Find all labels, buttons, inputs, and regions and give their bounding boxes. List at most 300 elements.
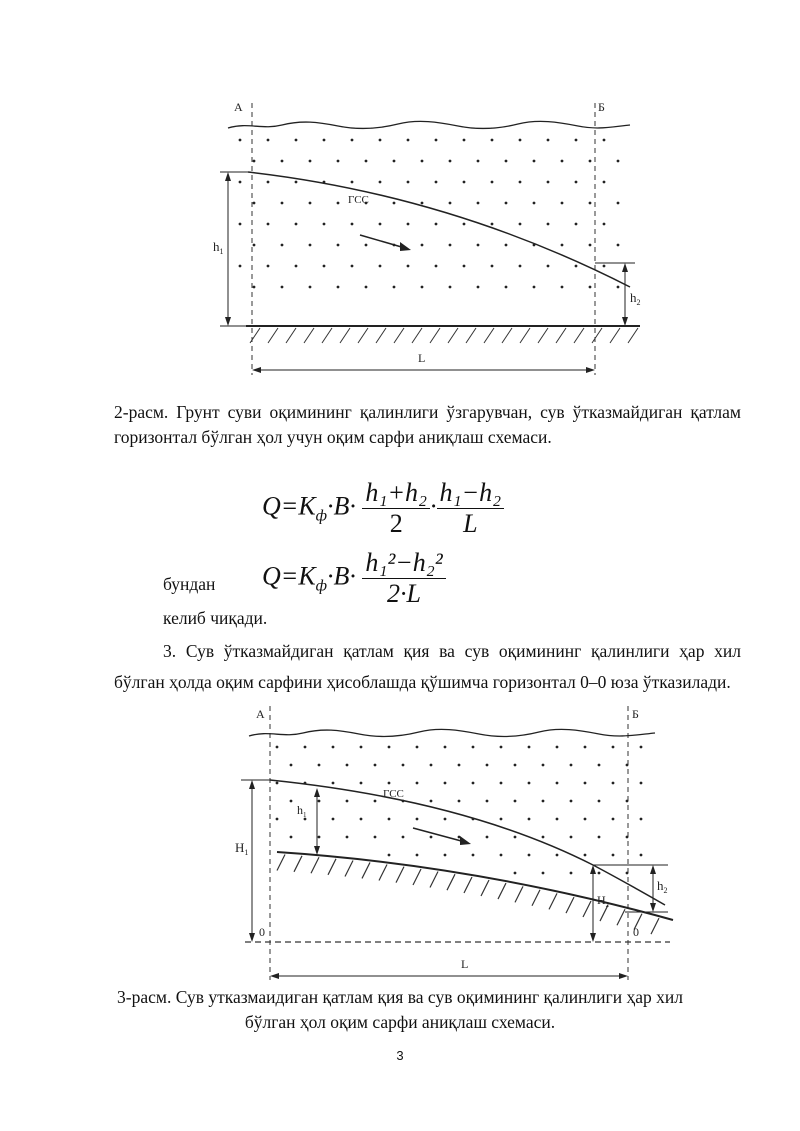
label-zero-right: 0 xyxy=(633,925,639,939)
soil-dot xyxy=(351,223,354,226)
soil-dot xyxy=(612,782,615,785)
soil-dot xyxy=(547,139,550,142)
soil-dot xyxy=(584,854,587,857)
soil-dot xyxy=(519,223,522,226)
soil-dot xyxy=(491,265,494,268)
soil-dot xyxy=(379,181,382,184)
soil-dot xyxy=(514,872,517,875)
hatch-mark xyxy=(592,328,602,343)
soil-dot xyxy=(332,818,335,821)
l-arrow-right xyxy=(619,973,628,979)
hatch-mark xyxy=(617,909,625,925)
soil-dot xyxy=(477,286,480,289)
soil-dot xyxy=(528,818,531,821)
soil-dot xyxy=(640,854,643,857)
soil-dot xyxy=(379,265,382,268)
soil-dot xyxy=(407,181,410,184)
soil-dot xyxy=(337,244,340,247)
hatch-mark xyxy=(610,328,620,343)
soil-dot xyxy=(463,139,466,142)
soil-dot xyxy=(598,800,601,803)
soil-dot xyxy=(491,223,494,226)
soil-dot xyxy=(365,286,368,289)
label-b: Б xyxy=(632,707,639,721)
soil-dot xyxy=(435,265,438,268)
soil-dot xyxy=(365,160,368,163)
h2-arrow-bottom xyxy=(622,317,628,326)
soil-dot xyxy=(421,202,424,205)
soil-dot xyxy=(486,800,489,803)
soil-dot xyxy=(528,746,531,749)
soil-dot xyxy=(556,818,559,821)
h1-arrow-top xyxy=(225,172,231,181)
caption-3-line-2: бўлган ҳол оқим сарфи аниқлаш схемаси. xyxy=(244,1012,556,1032)
soil-dot xyxy=(472,746,475,749)
soil-dot xyxy=(458,836,461,839)
soil-dot xyxy=(514,800,517,803)
soil-dot xyxy=(281,202,284,205)
soil-dot xyxy=(323,223,326,226)
label-gss: ГСС xyxy=(383,788,404,800)
soil-dot xyxy=(561,286,564,289)
soil-dot xyxy=(514,836,517,839)
soil-dot xyxy=(575,265,578,268)
ground-surface xyxy=(228,121,630,128)
H1-arrow-top xyxy=(249,780,255,789)
soil-dots xyxy=(276,746,643,875)
soil-dot xyxy=(295,265,298,268)
soil-dot xyxy=(500,746,503,749)
soil-dot xyxy=(449,244,452,247)
h2-arrow-bottom xyxy=(650,903,656,912)
soil-dot xyxy=(505,202,508,205)
label-b: Б xyxy=(598,100,605,114)
soil-dot xyxy=(309,160,312,163)
soil-dot xyxy=(290,836,293,839)
hatch-mark xyxy=(628,328,638,343)
soil-dot xyxy=(584,746,587,749)
soil-dot xyxy=(589,160,592,163)
soil-dot xyxy=(477,202,480,205)
soil-dot xyxy=(575,181,578,184)
soil-dot xyxy=(281,286,284,289)
hatch-mark xyxy=(268,328,278,343)
soil-dot xyxy=(435,181,438,184)
soil-dot xyxy=(491,181,494,184)
soil-dot xyxy=(570,872,573,875)
soil-dot xyxy=(267,223,270,226)
soil-dot xyxy=(444,746,447,749)
hatch-mark xyxy=(464,877,472,893)
soil-dot xyxy=(556,746,559,749)
soil-dot xyxy=(463,181,466,184)
label-l: L xyxy=(461,957,469,971)
soil-dot xyxy=(626,800,629,803)
soil-dot xyxy=(337,202,340,205)
soil-dot xyxy=(351,139,354,142)
hatch-mark xyxy=(651,918,659,934)
soil-dot xyxy=(612,818,615,821)
soil-dot xyxy=(528,782,531,785)
hatch-mark xyxy=(277,855,285,871)
soil-dot xyxy=(421,286,424,289)
hatch-mark xyxy=(358,328,368,343)
soil-dot xyxy=(416,782,419,785)
hatch-mark xyxy=(515,886,523,902)
hatch-mark xyxy=(379,864,387,880)
label-H1: $H_1$ xyxy=(235,840,249,857)
soil-dot xyxy=(346,800,349,803)
formula1-frac2-numerator: h₁−h₂ xyxy=(437,478,505,509)
soil-dot xyxy=(309,286,312,289)
label-l: L xyxy=(418,351,426,365)
soil-dot xyxy=(402,764,405,767)
soil-dot xyxy=(393,286,396,289)
hatch-mark xyxy=(362,862,370,878)
soil-dot xyxy=(486,764,489,767)
formula1-dot: · xyxy=(430,491,437,521)
soil-dot xyxy=(477,160,480,163)
soil-dot xyxy=(556,782,559,785)
hatch-mark xyxy=(583,901,591,917)
soil-dot xyxy=(603,181,606,184)
soil-dot xyxy=(239,139,242,142)
soil-dot xyxy=(290,800,293,803)
soil-dot xyxy=(402,836,405,839)
soil-dot xyxy=(346,836,349,839)
soil-dot xyxy=(617,244,620,247)
label-h2: $h_2$ xyxy=(630,290,641,307)
text-bundan: бундан xyxy=(163,574,216,594)
hatch-mark xyxy=(394,328,404,343)
soil-dot xyxy=(337,286,340,289)
formula1-frac1-denominator: 2 xyxy=(389,509,403,538)
soil-dot xyxy=(332,782,335,785)
soil-dot xyxy=(253,202,256,205)
soil-dot xyxy=(239,223,242,226)
soil-dot xyxy=(435,223,438,226)
soil-dot xyxy=(407,223,410,226)
formula2-numerator: h₁²−h₂² xyxy=(362,548,445,579)
soil-dot xyxy=(388,782,391,785)
hatch-mark xyxy=(322,328,332,343)
soil-dot xyxy=(295,223,298,226)
hatch-mark xyxy=(574,328,584,343)
soil-dot xyxy=(295,181,298,184)
soil-dot xyxy=(281,160,284,163)
soil-dot xyxy=(360,818,363,821)
label-h2: $h_2$ xyxy=(657,878,668,895)
soil-dots xyxy=(239,139,620,289)
soil-dot xyxy=(486,836,489,839)
soil-dot xyxy=(472,782,475,785)
soil-dot xyxy=(533,286,536,289)
formula2-denominator: 2·L xyxy=(387,579,422,608)
hatch-mark xyxy=(538,328,548,343)
h1-arrow-bottom xyxy=(225,317,231,326)
soil-dot xyxy=(346,764,349,767)
soil-dot xyxy=(626,872,629,875)
l-arrow-left xyxy=(270,973,279,979)
soil-dot xyxy=(239,265,242,268)
hatch-mark xyxy=(532,890,540,906)
figure-3-diagram xyxy=(225,700,685,990)
soil-dot xyxy=(365,244,368,247)
text-kelib-chiqadi: келиб чиқади. xyxy=(163,608,268,628)
soil-dot xyxy=(309,244,312,247)
formula1-frac1-numerator: h₁+h₂ xyxy=(362,478,430,509)
soil-dot xyxy=(379,139,382,142)
soil-dot xyxy=(332,746,335,749)
soil-dot xyxy=(561,202,564,205)
soil-dot xyxy=(603,265,606,268)
soil-dot xyxy=(323,139,326,142)
soil-dot xyxy=(458,764,461,767)
soil-dot xyxy=(360,746,363,749)
soil-dot xyxy=(640,746,643,749)
soil-dot xyxy=(612,854,615,857)
soil-dot xyxy=(589,286,592,289)
soil-dot xyxy=(500,818,503,821)
hatch-mark xyxy=(502,328,512,343)
hatch-mark xyxy=(286,328,296,343)
soil-dot xyxy=(547,265,550,268)
H2-arrow-bottom xyxy=(590,933,596,942)
soil-dot xyxy=(505,286,508,289)
soil-dot xyxy=(393,160,396,163)
soil-dot xyxy=(416,818,419,821)
hatch-mark xyxy=(448,328,458,343)
soil-dot xyxy=(309,202,312,205)
h1-arrow-top xyxy=(314,788,320,797)
soil-dot xyxy=(267,265,270,268)
hatch-mark xyxy=(430,872,438,888)
soil-dot xyxy=(276,818,279,821)
ground-surface xyxy=(249,729,655,736)
hatch-mark xyxy=(447,874,455,890)
soil-dot xyxy=(570,800,573,803)
soil-dot xyxy=(570,764,573,767)
soil-dot xyxy=(449,286,452,289)
soil-dot xyxy=(598,764,601,767)
hatch-mark xyxy=(498,883,506,899)
soil-dot xyxy=(351,265,354,268)
soil-dot xyxy=(337,160,340,163)
soil-dot xyxy=(374,764,377,767)
hatch-mark xyxy=(466,328,476,343)
soil-dot xyxy=(444,818,447,821)
soil-dot xyxy=(542,764,545,767)
soil-dot xyxy=(444,782,447,785)
soil-dot xyxy=(477,244,480,247)
formula1-fraction-1 xyxy=(362,478,430,539)
soil-dot xyxy=(318,800,321,803)
soil-dot xyxy=(463,265,466,268)
paragraph-3 xyxy=(114,636,741,698)
soil-dot xyxy=(388,818,391,821)
soil-dot xyxy=(360,782,363,785)
base-hatching xyxy=(250,328,638,343)
h2-arrow-top xyxy=(650,865,656,874)
paragraph-3-text: 3. Сув ўтказмайдиган қатлам қия ва сув оқимининг қалинлиги ҳар хил бўлган ҳолда оқим сарфини ҳисоблашда қўшимча горизонтал 0–0 юза ўтказилади. xyxy=(114,641,741,692)
soil-dot xyxy=(239,181,242,184)
soil-dot xyxy=(603,223,606,226)
caption-3-line-1: 3-расм. Сув утказмаидиган қатлам қия ва сув оқимининг қалинлиги ҳар хил xyxy=(117,987,683,1007)
soil-dot xyxy=(617,202,620,205)
flow-arrow-head xyxy=(400,242,411,251)
soil-dot xyxy=(519,265,522,268)
soil-dot xyxy=(500,854,503,857)
soil-dot xyxy=(547,223,550,226)
hatch-mark xyxy=(549,893,557,909)
soil-dot xyxy=(267,181,270,184)
soil-dot xyxy=(421,244,424,247)
hatch-mark xyxy=(566,897,574,913)
soil-dot xyxy=(435,139,438,142)
label-h1: $h_1$ xyxy=(213,239,224,256)
soil-dot xyxy=(318,764,321,767)
l-arrow-left xyxy=(252,367,261,373)
soil-dot xyxy=(416,746,419,749)
soil-dot xyxy=(514,764,517,767)
soil-dot xyxy=(295,139,298,142)
soil-dot xyxy=(388,854,391,857)
soil-dot xyxy=(304,746,307,749)
soil-dot xyxy=(640,818,643,821)
soil-dot xyxy=(253,244,256,247)
soil-dot xyxy=(253,160,256,163)
soil-dot xyxy=(640,782,643,785)
soil-dot xyxy=(589,202,592,205)
caption-figure-3 xyxy=(80,985,720,1035)
label-h1: $h_1$ xyxy=(297,803,307,819)
hatch-mark xyxy=(481,880,489,896)
soil-dot xyxy=(528,854,531,857)
soil-dot xyxy=(533,160,536,163)
soil-dot xyxy=(407,265,410,268)
soil-dot xyxy=(575,223,578,226)
page-number: 3 xyxy=(396,1048,404,1063)
soil-dot xyxy=(542,800,545,803)
soil-dot xyxy=(421,160,424,163)
soil-dot xyxy=(598,872,601,875)
hatch-mark xyxy=(430,328,440,343)
formula1-lhs-sub: ф xyxy=(315,507,328,525)
soil-dot xyxy=(430,764,433,767)
soil-dot xyxy=(542,872,545,875)
hatch-mark xyxy=(328,859,336,875)
groundwater-curve xyxy=(248,172,630,287)
soil-dot xyxy=(570,836,573,839)
soil-dot xyxy=(584,818,587,821)
l-arrow-right xyxy=(586,367,595,373)
soil-dot xyxy=(626,836,629,839)
hatch-mark xyxy=(520,328,530,343)
soil-dot xyxy=(598,836,601,839)
soil-dot xyxy=(449,202,452,205)
soil-dot xyxy=(533,202,536,205)
label-H2: $H_2$ xyxy=(597,893,610,909)
soil-dot xyxy=(612,746,615,749)
hatch-mark xyxy=(311,857,319,873)
soil-dot xyxy=(374,836,377,839)
soil-dot xyxy=(589,244,592,247)
soil-dot xyxy=(374,800,377,803)
soil-dot xyxy=(626,764,629,767)
soil-dot xyxy=(388,746,391,749)
label-zero-left: 0 xyxy=(259,925,265,939)
soil-dot xyxy=(519,181,522,184)
soil-dot xyxy=(281,244,284,247)
label-a: А xyxy=(256,707,265,721)
formula1-lhs: Q=K xyxy=(262,491,316,521)
formula2-lhs: Q=K xyxy=(262,561,316,591)
hatch-mark xyxy=(556,328,566,343)
formula2-lhs-sub: ф xyxy=(315,577,328,595)
soil-dot xyxy=(463,223,466,226)
formula-flow-rate-1 xyxy=(262,478,504,539)
hatch-mark xyxy=(484,328,494,343)
soil-dot xyxy=(556,854,559,857)
soil-dot xyxy=(430,836,433,839)
soil-dot xyxy=(561,160,564,163)
formula2-mid: ·B· xyxy=(327,561,356,591)
inclined-impervious-base xyxy=(277,852,673,920)
caption-figure-2: 2-расм. Грунт суви оқимининг қалинлиги ўзгарувчан, сув ўтказмайдиган қатлам горизонтал бўлган ҳол учун оқим сарфи аниқлаш схемаси. xyxy=(114,402,741,447)
formula-flow-rate-2 xyxy=(262,548,446,609)
soil-dot xyxy=(584,782,587,785)
soil-dot xyxy=(542,836,545,839)
hatch-mark xyxy=(340,328,350,343)
soil-dot xyxy=(472,854,475,857)
soil-dot xyxy=(547,181,550,184)
hatch-mark xyxy=(345,861,353,877)
soil-dot xyxy=(276,746,279,749)
soil-dot xyxy=(407,139,410,142)
soil-dot xyxy=(253,286,256,289)
soil-dot xyxy=(323,265,326,268)
soil-dot xyxy=(575,139,578,142)
soil-dot xyxy=(519,139,522,142)
flow-arrow xyxy=(413,828,465,842)
flow-arrow-head xyxy=(460,836,471,845)
soil-dot xyxy=(617,160,620,163)
hatch-mark xyxy=(294,856,302,872)
hatch-mark xyxy=(413,869,421,885)
soil-dot xyxy=(416,854,419,857)
soil-dot xyxy=(561,244,564,247)
hatch-mark xyxy=(304,328,314,343)
hatch-mark xyxy=(396,867,404,883)
soil-dot xyxy=(318,836,321,839)
soil-dot xyxy=(458,800,461,803)
soil-dot xyxy=(290,764,293,767)
H1-arrow-bottom xyxy=(249,933,255,942)
formula1-mid: ·B· xyxy=(327,491,356,521)
h2-arrow-top xyxy=(622,263,628,272)
soil-dot xyxy=(267,139,270,142)
h1-arrow-bottom xyxy=(314,846,320,855)
soil-dot xyxy=(449,160,452,163)
soil-dot xyxy=(379,223,382,226)
hatch-mark xyxy=(412,328,422,343)
soil-dot xyxy=(603,139,606,142)
soil-dot xyxy=(617,286,620,289)
soil-dot xyxy=(393,202,396,205)
soil-dot xyxy=(500,782,503,785)
soil-dot xyxy=(505,160,508,163)
formula1-fraction-2 xyxy=(437,478,505,539)
